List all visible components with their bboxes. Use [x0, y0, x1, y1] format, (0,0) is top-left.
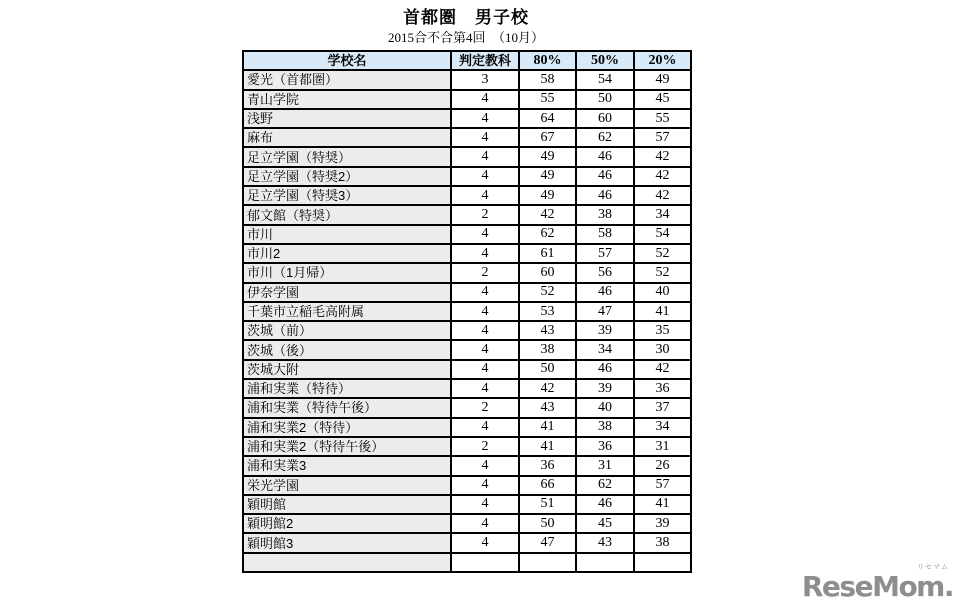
school-name-cell: 浦和実業（特待）: [243, 379, 451, 398]
pct50-cell: 34: [576, 340, 634, 359]
table-row: [243, 379, 691, 398]
pct50-cell: 46: [576, 495, 634, 514]
pct80-cell: 49: [519, 147, 576, 166]
school-name-cell: 千葉市立稲毛高附属: [243, 302, 451, 321]
pct20-cell: 39: [634, 514, 691, 533]
subjects-cell: 4: [451, 186, 519, 205]
table-row: [243, 398, 691, 417]
pct20-cell: 57: [634, 128, 691, 147]
pct80-cell: [519, 553, 576, 572]
school-name-cell: 茨城（後）: [243, 340, 451, 359]
resemom-logo: [801, 563, 953, 603]
subjects-cell: 4: [451, 533, 519, 552]
pct80-cell: 49: [519, 186, 576, 205]
pct80-cell: 52: [519, 283, 576, 302]
table-row: [243, 283, 691, 302]
resemom-logo-text: ReseMom.: [801, 570, 953, 603]
pct80-cell: 49: [519, 167, 576, 186]
pct80-cell: 42: [519, 379, 576, 398]
pct50-cell: 47: [576, 302, 634, 321]
table-row: [243, 128, 691, 147]
school-name-cell: 伊奈学園: [243, 283, 451, 302]
pct80-cell: 60: [519, 263, 576, 282]
pct50-cell: 50: [576, 90, 634, 109]
table-row: [243, 167, 691, 186]
pct20-cell: 42: [634, 360, 691, 379]
pct80-cell: 53: [519, 302, 576, 321]
school-name-cell: 穎明館3: [243, 533, 451, 552]
subjects-cell: 4: [451, 244, 519, 263]
pct50-cell: 56: [576, 263, 634, 282]
pct20-cell: 52: [634, 263, 691, 282]
pct50-cell: 57: [576, 244, 634, 263]
pct20-cell: 49: [634, 70, 691, 89]
column-header-school: 学校名: [243, 51, 451, 70]
subjects-cell: 4: [451, 360, 519, 379]
table-row: [243, 109, 691, 128]
pct20-cell: 42: [634, 167, 691, 186]
subjects-cell: 2: [451, 398, 519, 417]
school-name-cell: 茨城（前）: [243, 321, 451, 340]
pct20-cell: 41: [634, 302, 691, 321]
pct50-cell: 46: [576, 360, 634, 379]
pct50-cell: 60: [576, 109, 634, 128]
table-row: [243, 186, 691, 205]
subjects-cell: 4: [451, 495, 519, 514]
pct80-cell: 50: [519, 360, 576, 379]
school-name-cell: 浦和実業（特待午後）: [243, 398, 451, 417]
pct20-cell: [634, 553, 691, 572]
subjects-cell: 2: [451, 263, 519, 282]
pct50-cell: 62: [576, 476, 634, 495]
pct80-cell: 50: [519, 514, 576, 533]
school-name-cell: 市川（1月帰）: [243, 263, 451, 282]
table-row: [243, 418, 691, 437]
table-row: [243, 340, 691, 359]
pct80-cell: 41: [519, 418, 576, 437]
subjects-cell: 4: [451, 90, 519, 109]
subjects-cell: 2: [451, 205, 519, 224]
subjects-cell: 4: [451, 514, 519, 533]
table-row: [243, 70, 691, 89]
table-row: [243, 147, 691, 166]
pct20-cell: 41: [634, 495, 691, 514]
subjects-cell: 2: [451, 437, 519, 456]
subjects-cell: 4: [451, 128, 519, 147]
pct50-cell: 31: [576, 456, 634, 475]
table-row: [243, 514, 691, 533]
pct80-cell: 36: [519, 456, 576, 475]
pct20-cell: 26: [634, 456, 691, 475]
table-row: [243, 225, 691, 244]
pct50-cell: 43: [576, 533, 634, 552]
pct20-cell: 57: [634, 476, 691, 495]
subjects-cell: 4: [451, 379, 519, 398]
school-name-cell: 市川2: [243, 244, 451, 263]
school-name-cell: 愛光（首都圏）: [243, 70, 451, 89]
school-name-cell: 栄光学園: [243, 476, 451, 495]
pct20-cell: 34: [634, 418, 691, 437]
page-title: 首都圏 男子校: [403, 8, 529, 27]
table-row: [243, 263, 691, 282]
pct20-cell: 42: [634, 147, 691, 166]
column-header-subjects: 判定教科: [451, 51, 519, 70]
table-row: [243, 321, 691, 340]
school-name-cell: 浦和実業3: [243, 456, 451, 475]
pct20-cell: 36: [634, 379, 691, 398]
school-name-cell: 浦和実業2（特待）: [243, 418, 451, 437]
pct50-cell: 54: [576, 70, 634, 89]
pct20-cell: 52: [634, 244, 691, 263]
pct50-cell: 46: [576, 147, 634, 166]
school-name-cell: 市川: [243, 225, 451, 244]
pct20-cell: 37: [634, 398, 691, 417]
pct80-cell: 62: [519, 225, 576, 244]
table-row: [243, 244, 691, 263]
pct50-cell: [576, 553, 634, 572]
pct20-cell: 38: [634, 533, 691, 552]
resemom-logo-kana: リセマム: [917, 563, 949, 571]
pct50-cell: 38: [576, 418, 634, 437]
school-name-cell: 浅野: [243, 109, 451, 128]
pct80-cell: 42: [519, 205, 576, 224]
table-row: [243, 476, 691, 495]
pct20-cell: 55: [634, 109, 691, 128]
subjects-cell: 4: [451, 147, 519, 166]
subjects-cell: 4: [451, 283, 519, 302]
pct80-cell: 41: [519, 437, 576, 456]
score-table: [242, 50, 692, 573]
subjects-cell: 4: [451, 476, 519, 495]
school-name-cell: 麻布: [243, 128, 451, 147]
column-header-80pct: 80%: [519, 51, 576, 70]
school-name-cell: 青山学院: [243, 90, 451, 109]
pct20-cell: 34: [634, 205, 691, 224]
pct80-cell: 58: [519, 70, 576, 89]
pct50-cell: 39: [576, 321, 634, 340]
pct20-cell: 35: [634, 321, 691, 340]
pct80-cell: 61: [519, 244, 576, 263]
pct50-cell: 36: [576, 437, 634, 456]
subjects-cell: 4: [451, 340, 519, 359]
table-row: [243, 90, 691, 109]
pct50-cell: 46: [576, 283, 634, 302]
table-row: [243, 533, 691, 552]
table-row: [243, 456, 691, 475]
pct50-cell: 40: [576, 398, 634, 417]
column-header-50pct: 50%: [576, 51, 634, 70]
school-name-cell: 足立学園（特奨）: [243, 147, 451, 166]
subjects-cell: 4: [451, 302, 519, 321]
pct50-cell: 39: [576, 379, 634, 398]
page-subtitle: 2015合不合第4回 （10月）: [387, 30, 544, 45]
pct80-cell: 64: [519, 109, 576, 128]
pct80-cell: 67: [519, 128, 576, 147]
pct80-cell: 38: [519, 340, 576, 359]
school-name-cell: 穎明館2: [243, 514, 451, 533]
subjects-cell: 4: [451, 167, 519, 186]
subjects-cell: [451, 553, 519, 572]
pct80-cell: 43: [519, 398, 576, 417]
subjects-cell: 4: [451, 109, 519, 128]
table-row: [243, 495, 691, 514]
pct80-cell: 51: [519, 495, 576, 514]
table-row: [243, 205, 691, 224]
pct80-cell: 55: [519, 90, 576, 109]
pct50-cell: 58: [576, 225, 634, 244]
subjects-cell: 4: [451, 418, 519, 437]
pct20-cell: 30: [634, 340, 691, 359]
table-row: [243, 360, 691, 379]
pct20-cell: 40: [634, 283, 691, 302]
pct20-cell: 45: [634, 90, 691, 109]
pct80-cell: 43: [519, 321, 576, 340]
pct50-cell: 45: [576, 514, 634, 533]
table-row: [243, 437, 691, 456]
school-name-cell: 足立学園（特奨3）: [243, 186, 451, 205]
table-row-clipped: [243, 553, 691, 572]
subjects-cell: 4: [451, 321, 519, 340]
pct20-cell: 31: [634, 437, 691, 456]
school-name-cell: [243, 553, 451, 572]
school-name-cell: 足立学園（特奨2）: [243, 167, 451, 186]
pct50-cell: 62: [576, 128, 634, 147]
subjects-cell: 3: [451, 70, 519, 89]
subjects-cell: 4: [451, 225, 519, 244]
pct80-cell: 47: [519, 533, 576, 552]
pct80-cell: 66: [519, 476, 576, 495]
pct20-cell: 42: [634, 186, 691, 205]
school-name-cell: 郁文館（特奨）: [243, 205, 451, 224]
school-name-cell: 浦和実業2（特待午後）: [243, 437, 451, 456]
table-header-row: [243, 51, 691, 70]
school-name-cell: 穎明館: [243, 495, 451, 514]
pct50-cell: 46: [576, 167, 634, 186]
column-header-20pct: 20%: [634, 51, 691, 70]
pct50-cell: 46: [576, 186, 634, 205]
pct20-cell: 54: [634, 225, 691, 244]
table-row: [243, 302, 691, 321]
pct50-cell: 38: [576, 205, 634, 224]
subjects-cell: 4: [451, 456, 519, 475]
school-name-cell: 茨城大附: [243, 360, 451, 379]
